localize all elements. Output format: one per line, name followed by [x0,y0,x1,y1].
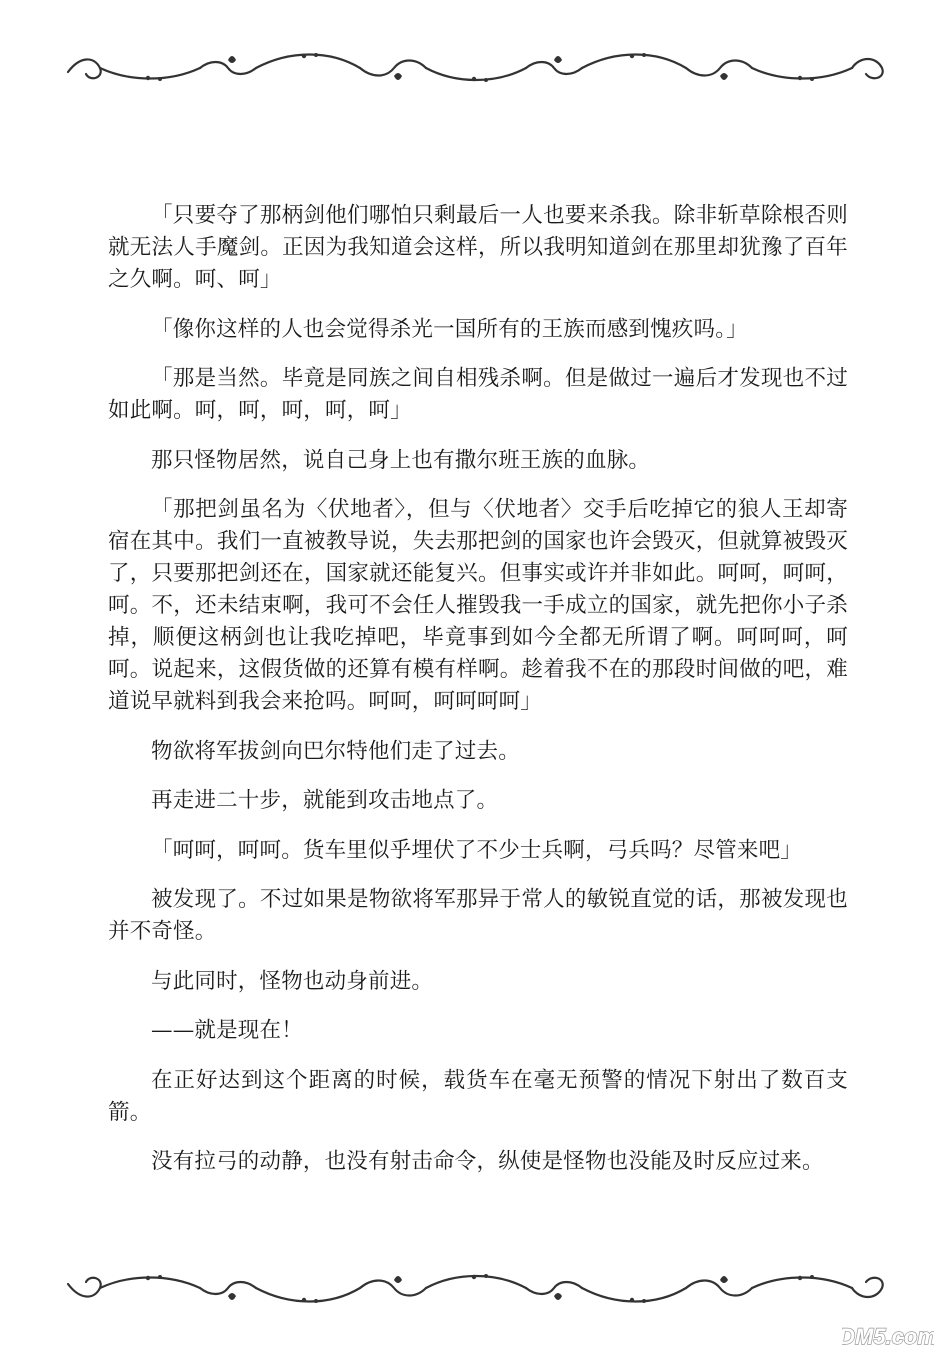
chapter-text [108,200,848,1196]
svg-text:DM5.com: DM5.com [842,1324,934,1349]
paragraph: 再走进二十步，就能到攻击地点了。 [151,788,499,813]
paragraph: 被发现了。不过如果是物欲将军那异于常人的敏锐直觉的话，那被发现也并不奇怪。 [108,887,848,944]
paragraph: 没有拉弓的动静，也没有射击命令，纵使是怪物也没能及时反应过来。 [151,1149,824,1174]
paragraph: ——就是现在！ [151,1018,303,1043]
paragraph: 与此同时，怪物也动身前进。 [151,968,434,994]
paragraph: 在正好达到这个距离的时候，载货车在毫无预警的情况下射出了数百支箭。 [108,1067,848,1125]
paragraph: 那只怪物居然，说自己身上也有撒尔班王族的血脉。 [151,447,651,473]
dm5-watermark-logo [842,1320,934,1352]
paragraph: 「像你这样的人也会觉得杀光一国所有的王族而感到愧疚吗。」 [151,316,748,342]
paragraph: 「那把剑虽名为〈伏地者〉，但与〈伏地者〉交手后吃掉它的狼人王却寄宿在其中。我们一直被教导说，失去那把剑的国家也许会毁灭，但就算被毁灭了，只要那把剑还在，国家就还能复兴。但事实或许并非如此。呵呵，呵呵，呵。不，还未结束啊，我可不会任人摧毁我一手成立的国家，就先把你小子杀掉，顺便这柄剑也让我吃掉吧，毕竟事到如今全都无所谓了啊。呵呵呵，呵呵。说起来，这假货做的还算有模有样啊。趁着我不在的那段时间做的吧，难道说早就料到我会来抢吗。呵呵，呵呵呵呵」 [108,497,848,714]
paragraph: 「只要夺了那柄剑他们哪怕只剩最后一人也要来杀我。除非斩草除根否则就无法人手魔剑。正因为我知道会这样，所以我明知道剑在那里却犹豫了百年之久啊。呵、呵」 [108,203,848,292]
ornamental-border-bottom [60,1258,892,1318]
paragraph: 「呵呵，呵呵。货车里似乎埋伏了不少士兵啊，弓兵吗？尽管来吧」 [151,837,803,863]
paragraph: 物欲将军拔剑向巴尔特他们走了过去。 [151,738,520,764]
ornamental-border-top [60,38,892,98]
flourish-ornament-icon [60,38,892,98]
flourish-ornament-icon [60,1258,892,1318]
paragraph: 「那是当然。毕竟是同族之间自相残杀啊。但是做过一遍后才发现也不过如此啊。呵，呵，呵，呵，呵」 [108,366,848,423]
